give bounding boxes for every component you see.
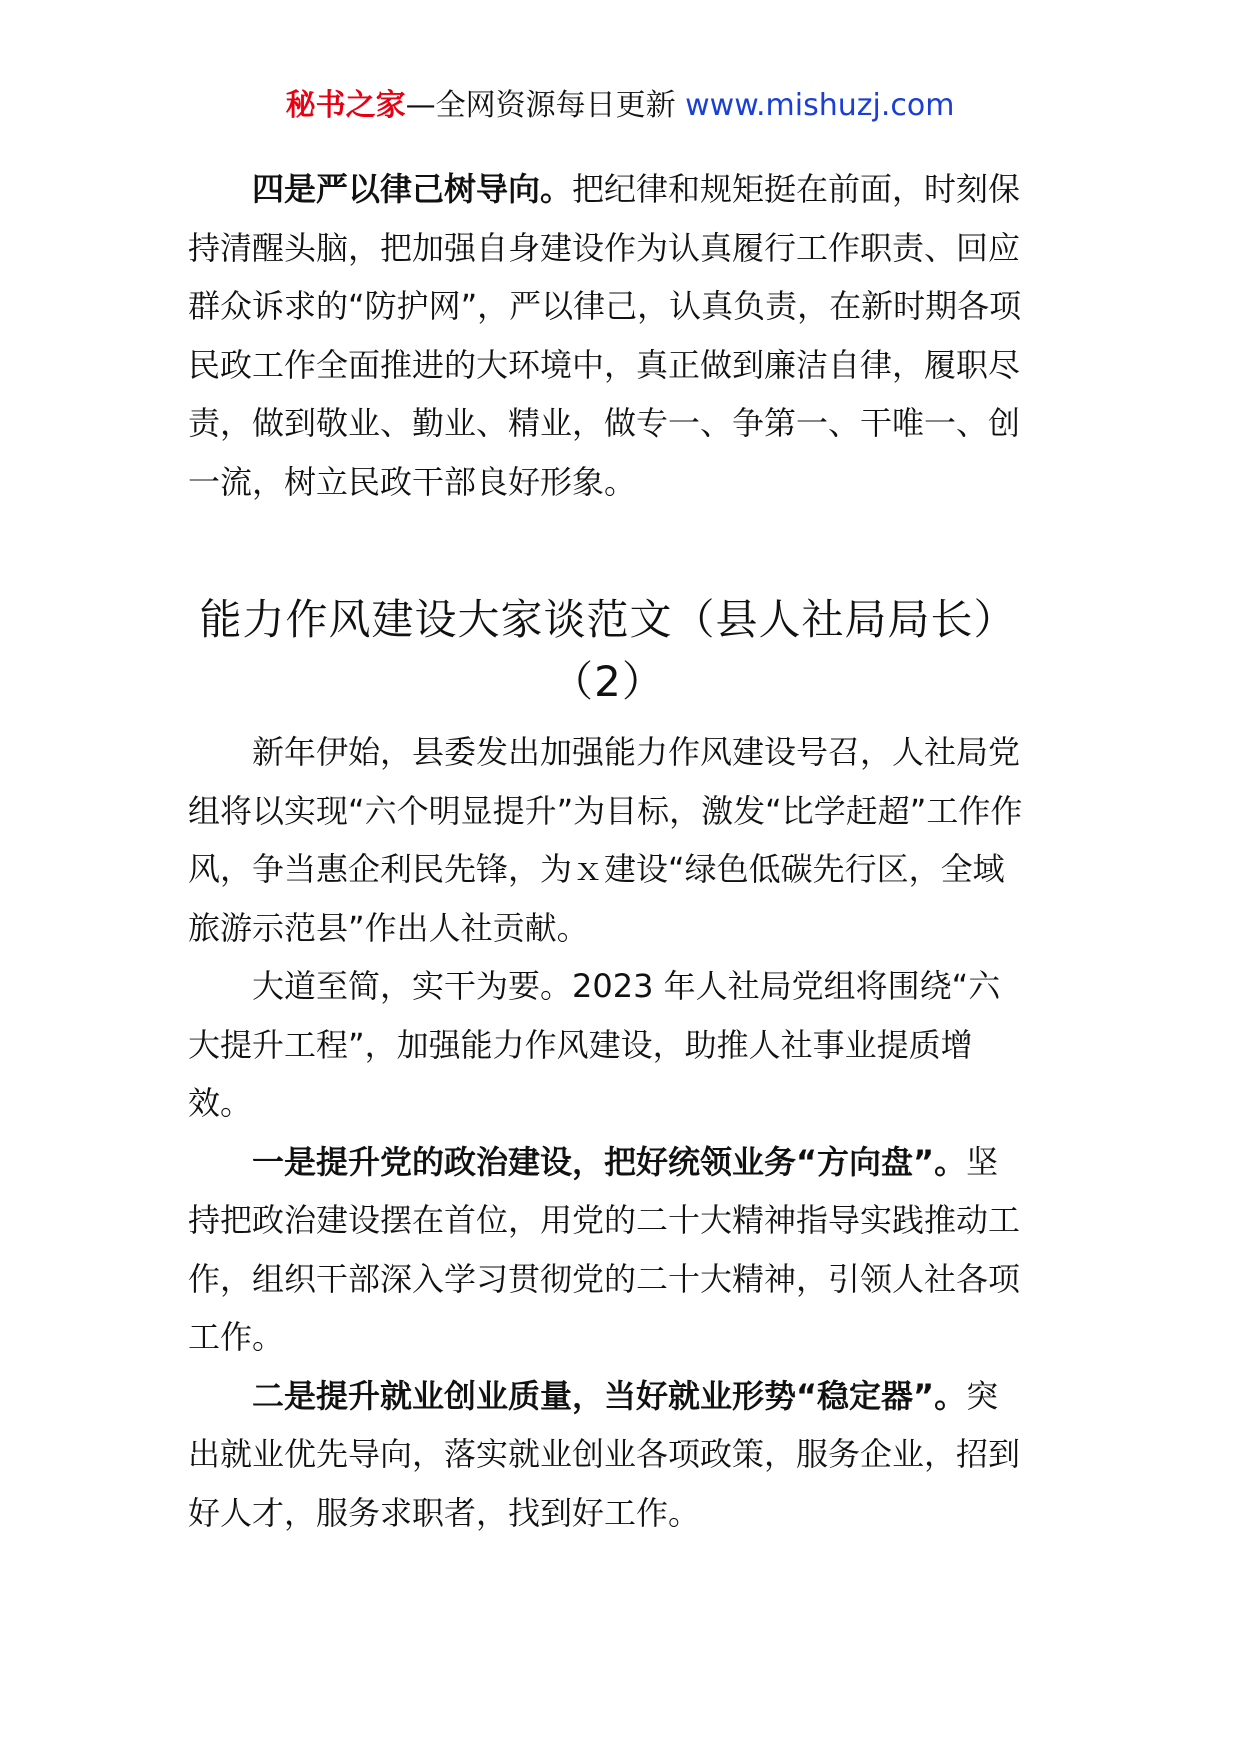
article-title: 能力作风建设大家谈范文（县人社局局长）（2）: [199, 595, 1017, 706]
paragraph-text: 突出就业优先导向，落实就业创业各项政策，服务企业，招到好人才，服务求职者，找到好工作。: [188, 1376, 1021, 1532]
paragraph-intro: [188, 723, 1028, 957]
paragraph-lead: 一是提升党的政治建设，把好统领业务“方向盘”。: [252, 1142, 967, 1181]
paragraph-discipline: [188, 160, 1028, 511]
paragraph-text: 坚持把政治建设摆在首位，用党的二十大精神指导实践推动工作，组织干部深入学习贯彻党的二十大精神，引领人社各项工作。: [188, 1142, 1021, 1356]
site-tagline: —全网资源每日更新: [405, 88, 676, 123]
paragraph-text: 大道至简，实干为要。2023 年人社局党组将围绕“六大提升工程”，加强能力作风建设，助推人社事业提质增效。: [188, 967, 1001, 1122]
paragraph-overview: [188, 957, 1028, 1133]
paragraph-employment: [188, 1367, 1028, 1543]
site-brand: 秘书之家: [285, 88, 406, 123]
paragraph-lead: 四是严以律己树导向。: [252, 170, 573, 208]
paragraph-text: 新年伊始，县委发出加强能力作风建设号召，人社局党组将以实现“六个明显提升”为目标，激发“比学赶超”工作作风，争当惠企利民先锋，为ｘ建设“绿色低碳先行区，全域旅游示范县”作出人社贡献。: [188, 733, 1023, 947]
site-url-link[interactable]: www.mishuzj.com: [685, 88, 955, 123]
paragraph-political-construction: [188, 1133, 1028, 1367]
document-body: [188, 160, 1028, 1542]
paragraph-lead: 二是提升就业创业质量，当好就业形势“稳定器”。: [252, 1376, 967, 1415]
paragraph-text: 把纪律和规矩挺在前面，时刻保持清醒头脑，把加强自身建设作为认真履行工作职责、回应群众诉求的“防护网”，严以律己，认真负责，在新时期各项民政工作全面推进的大环境中，真正做到廉洁自律，履职尽责，做到敬业、勤业、精业，做专一、争第一、干唯一、创一流，树立民政干部良好形象。: [188, 170, 1022, 501]
site-header: [0, 86, 1240, 126]
